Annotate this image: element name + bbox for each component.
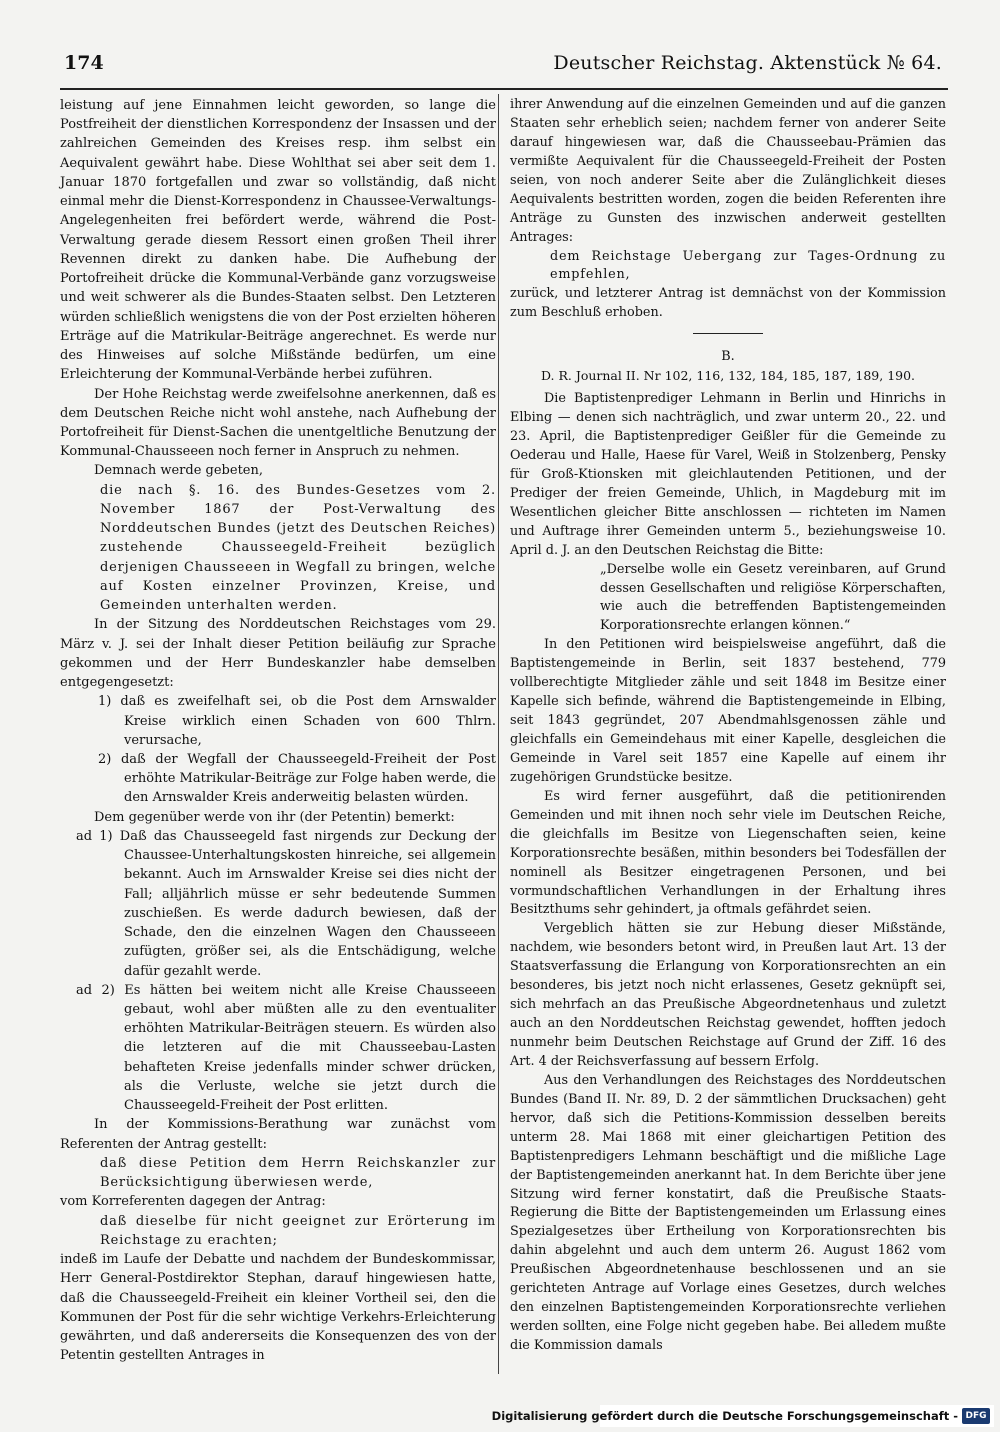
- ad-item: ad 1) Daß das Chausseegeld fast nirgends zur Deckung der Chaussee-Unterhaltungskosten hinreiche, sei allgemein bekannt. Auch im Arnswalder Kreise sei dies nicht der Fall; alljährlich müsse er sehr bedeutende Summen zuschießen. Es werde dadurch bewiesen, daß der Schade, den die einzelnen Wagen den Chausseeen zufügten, größer sei, als die Entschädigung, welche dafür gezahlt werde.: [76, 828, 496, 979]
- left-column: [60, 96, 496, 1365]
- paragraph: In der Kommissions-Berathung war zunächst vom Referenten der Antrag gestellt:: [60, 1117, 496, 1152]
- paragraph: Demnach werde gebeten,: [94, 463, 263, 479]
- digitization-footer: [491, 1405, 994, 1427]
- paragraph: In den Petitionen wird beispielsweise angeführt, daß die Baptistengemeinde in Berlin, seit 1837 bestehend, 779 vollberechtigte Mitglieder zähle und seit 1848 im Besitze einer Kapelle sich befinde, während die Baptistengemeinde in Elbing, seit 1843 gegründet, 207 Abendmahlsgenossen zähle und gleichfalls ein Gemeindehaus mit einer Kapelle, desgleichen die Gemeinde in Varel seit 1857 eine Kapelle auf einem ihr zugehörigen Grundstücke besitze.: [510, 637, 946, 785]
- paragraph: leistung auf jene Einnahmen leicht geworden, so lange die Postfreiheit der dienstlichen Korrespondenz der Insassen und der zahlreichen Gemeinden des Kreises resp. ihm selbst ein Aequivalent gewährt habe. Diese Wohlthat sei aber seit dem 1. Januar 1870 fortgefallen und zwar so vollständig, daß nicht einmal mehr die Dienst-Korrespondenz in Chaussee-Verwaltungs-Angelegenheiten frei befördert werde, während die Post-Verwaltung gerade diesem Ressort einen großen Theil ihrer Revennen direkt zu danken habe. Die Aufhebung der Portofreiheit drücke die Kommunal-Verbände ganz vorzugsweise und weit schwerer als die Bundes-Staaten selbst. Den Letzteren würden schließlich wenigstens die von der Post erzielten höheren Erträge auf die Matrikular-Beiträge angerechnet. Es werde nur des Hinweises auf solche Mißstände bedürfen, um eine Erleichterung der Kommunal-Verbände herbei zuführen.: [60, 98, 496, 383]
- right-column: [510, 96, 946, 1356]
- motion-text: die nach §. 16. des Bundes-Gesetzes vom 2. November 1867 der Post-Verwaltung des Norddeutschen Bundes (jetzt des Deutschen Reiches) zustehende Chausseegeld-Freiheit bezüglich derjenigen Chausseeen in Wegfall zu bringen, welche auf Kosten einzelner Provinzen, Kreise, und Gemeinden unterhalten werden.: [100, 482, 496, 614]
- paragraph: indeß im Laufe der Debatte und nachdem der Bundeskommissar, Herr General-Postdirektor Stephan, darauf hingewiesen hatte, daß die Chausseegeld-Freiheit ein kleiner Vortheil sei, den die Kommunen der Post für die sehr wichtige Verkehrs-Erleichterung gewährten, und daß andererseits die Konsequenzen des von der Petentin gestellten Antrages in: [60, 1252, 496, 1364]
- motion-text: daß dieselbe für nicht geeignet zur Erörterung im Reichstage zu erachten;: [100, 1213, 496, 1248]
- section-heading: B.: [721, 349, 735, 365]
- ad-item: ad 2) Es hätten bei weitem nicht alle Kreise Chausseeen gebaut, wohl aber müßten alle zu den eventualiter erhöhten Matrikular-Beiträgen steuern. Es würden also die letzteren auf die mit Chausseebau-Lasten behafteten Kreise jedenfalls minder schwer drücken, als die Verluste, welche sie jetzt durch die Chausseegeld-Freiheit der Post erlitten.: [76, 982, 496, 1114]
- journal-reference: D. R. Journal II. Nr 102, 116, 132, 184, 185, 187, 189, 190.: [540, 368, 916, 384]
- paragraph: Aus den Verhandlungen des Reichstages des Norddeutschen Bundes (Band II. Nr. 89, D. 2 der sämmtlichen Drucksachen) geht hervor, daß sich die Petitions-Kommission desselben bereits unterm 28. Mai 1868 mit einer gleichartigen Petition des Baptistenpredigers Lehmann beschäftigt und die mißliche Lage der Baptistengemeinden anerkannt hat. In dem Berichte über jene Sitzung wird ferner konstatirt, daß die Preußische Staats-Regierung die Bitte der Baptistengemeinden um Erlassung eines Spezialgesetzes über Ertheilung von Korporationsrechten bis dahin abgelehnt und auch dem unterm 26. August 1862 vom Preußischen Abgeordnetenhause beschlossenen und an sie gerichteten Antrage auf Vorlage eines Gesetzes, durch welches den einzelnen Baptistengemeinden Korporationsrechte verliehen werden sollten, eine Folge nicht gegeben habe. Bei alledem mußte die Kommission damals: [510, 1072, 946, 1353]
- column-divider: [498, 94, 499, 1374]
- paragraph: vom Korreferenten dagegen der Antrag:: [60, 1194, 326, 1210]
- section-rule: [693, 333, 763, 334]
- paragraph: Dem gegenüber werde von ihr (der Petentin) bemerkt:: [94, 809, 455, 825]
- paragraph: Die Baptistenprediger Lehmann in Berlin und Hinrichs in Elbing — denen sich nachträglich, und zwar unterm 20., 22. und 23. April, die Baptistenprediger Geißler für die Gemeinde zu Oederau und Halle, Haese für Varel, Weiß in Stolzenberg, Pensky für Groß-Ktionsken mit gleichlautenden Petitionen, und der Prediger der freien Gemeinde, Uhlich, in Magdeburg mit im Wesentlichen gleicher Bitte anschlossen — richteten im Namen und Auftrage ihrer Gemeinden unterm 5., beziehungsweise 10. April d. J. an den Deutschen Reichstag die Bitte:: [510, 391, 946, 558]
- paragraph: Der Hohe Reichstag werde zweifelsohne anerkennen, daß es dem Deutschen Reiche nicht wohl anstehe, nach Aufhebung der Portofreiheit für Dienst-Sachen die unentgeltliche Benutzung der Kommunal-Chausseeen noch ferner in Anspruch zu nehmen.: [60, 386, 496, 460]
- motion-text: dem Reichstage Uebergang zur Tages-Ordnung zu empfehlen,: [550, 248, 946, 283]
- page-number: 174: [64, 52, 104, 74]
- header-rule: [60, 88, 948, 90]
- numbered-item: 2) daß der Wegfall der Chausseegeld-Freiheit der Post erhöhte Matrikular-Beiträge zur Folge haben werde, die den Arnswalder Kreis anderweitig belasten würden.: [98, 751, 496, 806]
- quoted-petition: „Derselbe wolle ein Gesetz vereinbaren, auf Grund dessen Gesellschaften und religiöse Körperschaften, wie auch die betreffenden Baptistengemeinden Korporationsrechte erlangen können.“: [600, 561, 946, 634]
- numbered-item: 1) daß es zweifelhaft sei, ob die Post dem Arnswalder Kreise wirklich einen Schaden von 600 Thlrn. verursache,: [98, 694, 496, 748]
- footer-credit: Digitalisierung gefördert durch die Deutsche Forschungsgemeinschaft -: [491, 1409, 958, 1423]
- paragraph: Vergeblich hätten sie zur Hebung dieser Mißstände, nachdem, wie besonders betont wird, in Preußen laut Art. 13 der Staatsverfassung die Erlangung von Korporationsrechten an ein besonderes, bis jetzt noch nicht erlassenes, Gesetz geknüpft sei, sich mehrfach an das Preußische Abgeordnetenhaus und zuletzt auch an den Norddeutschen Reichstag gewendet, hofften jedoch nunmehr beim Deutschen Reichstage auf Grund der Ziff. 16 des Art. 4 der Reichsverfassung auf bessern Erfolg.: [510, 921, 946, 1069]
- paragraph: ihrer Anwendung auf die einzelnen Gemeinden und auf die ganzen Staaten sehr erheblich seien; nachdem ferner von anderer Seite darauf hingewiesen war, daß die Chausseebau-Prämien das vermißte Aequivalent für die Chausseegeld-Freiheit der Posten seien, von noch anderer Seite aber die Zulänglichkeit dieses Aequivalents bestritten worden, zogen die beiden Referenten ihre Anträge zu Gunsten des inzwischen anderweit gestellten Antrages:: [510, 97, 946, 245]
- paragraph: zurück, und letzterer Antrag ist demnächst von der Kommission zum Beschluß erhoben.: [510, 286, 946, 321]
- page-header: [60, 50, 946, 82]
- running-head: Deutscher Reichstag. Aktenstück № 64.: [553, 52, 942, 74]
- paragraph: Es wird ferner ausgeführt, daß die petitionirenden Gemeinden und mit ihnen noch sehr viele im Deutschen Reiche, die gleichfalls im Besitze von Liegenschaften seien, keine Korporationsrechte besäßen, mithin besonders bei Todesfällen der nominell als Besitzer eingetragenen Personen, und bei vormundschaftlichen Verhandlungen in der Erhaltung ihres Besitzthums sehr gehindert, ja oftmals gefährdet seien.: [510, 788, 946, 918]
- dfg-logo: DFG: [962, 1408, 990, 1424]
- paragraph: In der Sitzung des Norddeutschen Reichstages vom 29. März v. J. sei der Inhalt dieser Petition beiläufig zur Sprache gekommen und der Herr Bundeskanzler habe demselben entgegengesetzt:: [60, 617, 496, 691]
- motion-text: daß diese Petition dem Herrn Reichskanzler zur Berücksichtigung überwiesen werde,: [100, 1155, 496, 1191]
